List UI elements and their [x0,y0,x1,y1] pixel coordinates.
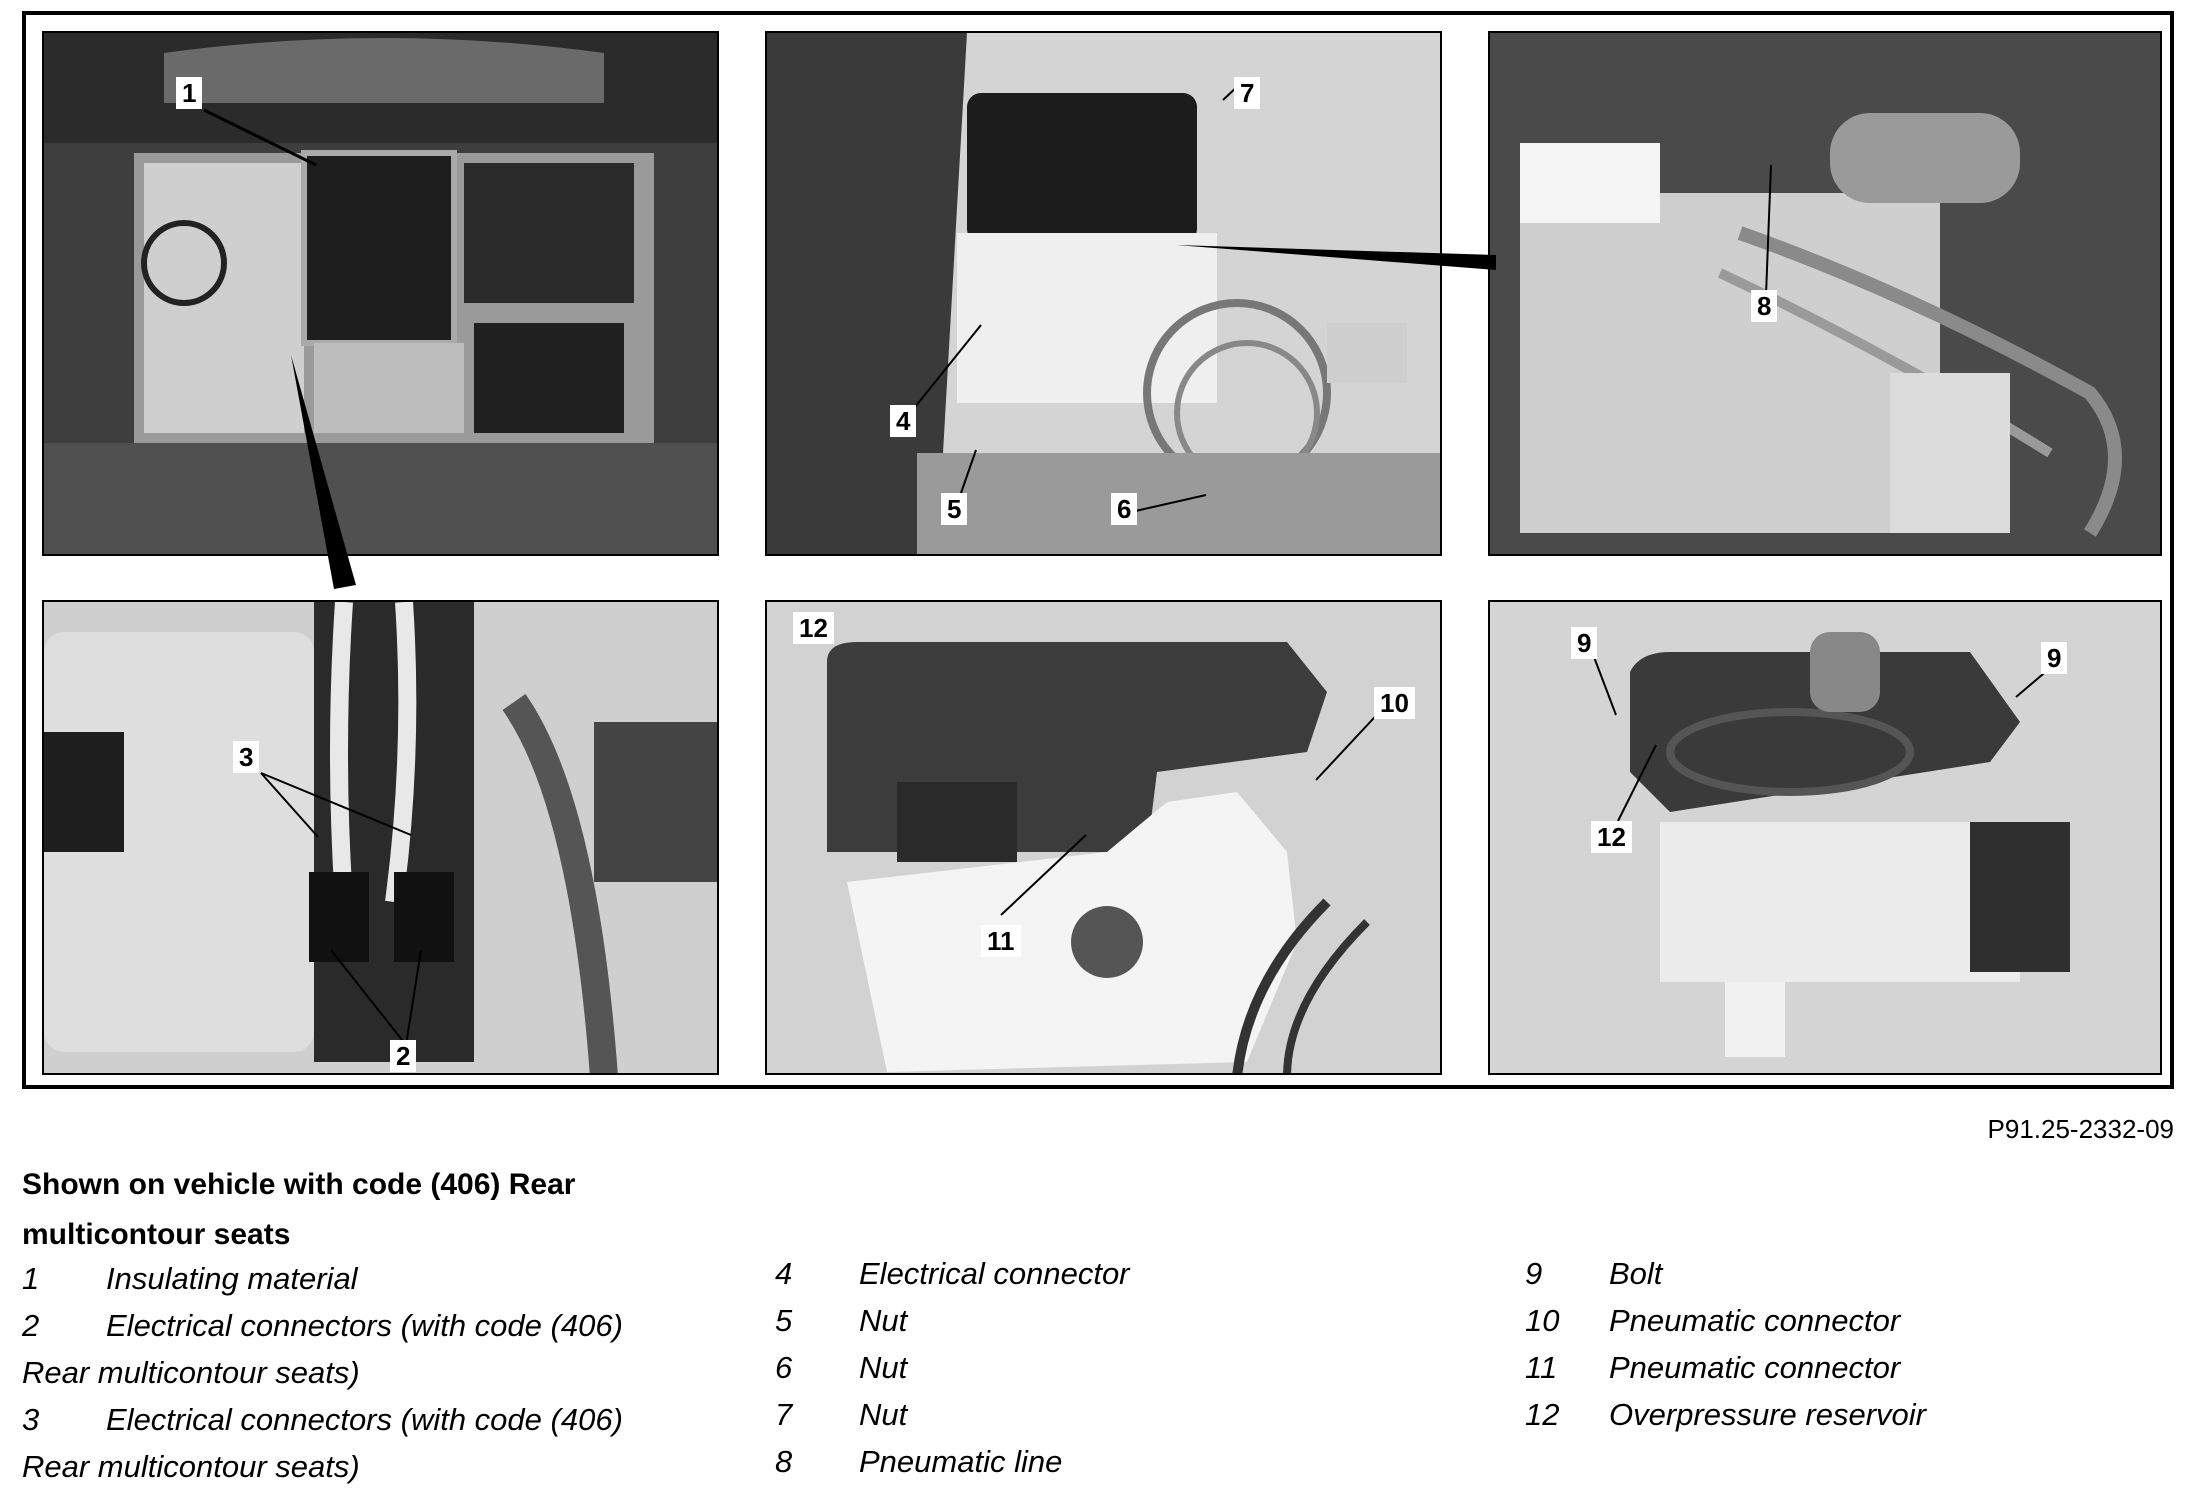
legend-number: 7 [775,1397,793,1432]
legend-item [775,1391,1375,1438]
legend-number: 2 [22,1308,40,1343]
callout-6: 6 [1111,493,1137,525]
legend-text: Electrical connectors (with code (406) [106,1402,623,1437]
legend-item [22,1255,722,1302]
legend-number: 6 [775,1350,793,1385]
legend-text: Nut [859,1397,908,1432]
legend-text: Electrical connector [859,1256,1130,1291]
callout-7: 7 [1234,77,1260,109]
legend-number: 4 [775,1256,793,1291]
callout-5: 5 [941,493,967,525]
legend-column-2 [775,1250,1375,1485]
callout-12-reservoir: 12 [793,612,834,644]
callout-1: 1 [176,77,202,109]
leader-lines [26,15,2170,1085]
legend-text: Nut [859,1303,908,1338]
legend-item [775,1344,1375,1391]
legend-number: 8 [775,1444,793,1479]
legend-item [1525,1391,2165,1438]
callout-11: 11 [981,925,1021,957]
legend-number: 12 [1525,1397,1560,1432]
legend-item [1525,1297,2165,1344]
legend-text: Pneumatic connector [1609,1303,1901,1338]
figure-frame [22,11,2174,1089]
callout-9-left: 9 [1571,627,1597,659]
legend-text: Bolt [1609,1256,1663,1291]
legend-item [775,1297,1375,1344]
figure-code: P91.25-2332-09 [1987,1114,2174,1144]
legend-number: 10 [1525,1303,1560,1338]
legend-column-1 [22,1255,722,1490]
callout-12-removed: 12 [1591,821,1632,853]
legend-number: 11 [1525,1350,1558,1385]
legend-text: Pneumatic line [859,1444,1063,1479]
legend-text: Pneumatic connector [1609,1350,1901,1385]
legend-text: Electrical connectors (with code (406) [106,1308,623,1343]
legend-text-continued: Rear multicontour seats) [22,1355,360,1390]
legend-text: Insulating material [106,1261,358,1296]
legend-text: Nut [859,1350,908,1385]
callout-9-right: 9 [2041,642,2067,674]
legend-column-3 [1525,1250,2165,1438]
legend-number: 3 [22,1402,40,1437]
callout-2: 2 [390,1040,416,1072]
legend-item [22,1302,722,1396]
legend-item [1525,1250,2165,1297]
callout-3: 3 [233,741,259,773]
legend-number: 1 [22,1261,40,1296]
legend-text-continued: Rear multicontour seats) [22,1449,360,1484]
callout-8: 8 [1751,290,1777,322]
legend-item [22,1396,722,1490]
callout-10: 10 [1374,687,1415,719]
caption-heading: Shown on vehicle with code (406) Rear multicontour seats [22,1168,576,1251]
legend-item [775,1250,1375,1297]
legend-number: 5 [775,1303,793,1338]
callout-4: 4 [890,405,916,437]
legend-item [775,1438,1375,1485]
legend-item [1525,1344,2165,1391]
legend-number: 9 [1525,1256,1543,1291]
legend-text: Overpressure reservoir [1609,1397,1926,1432]
